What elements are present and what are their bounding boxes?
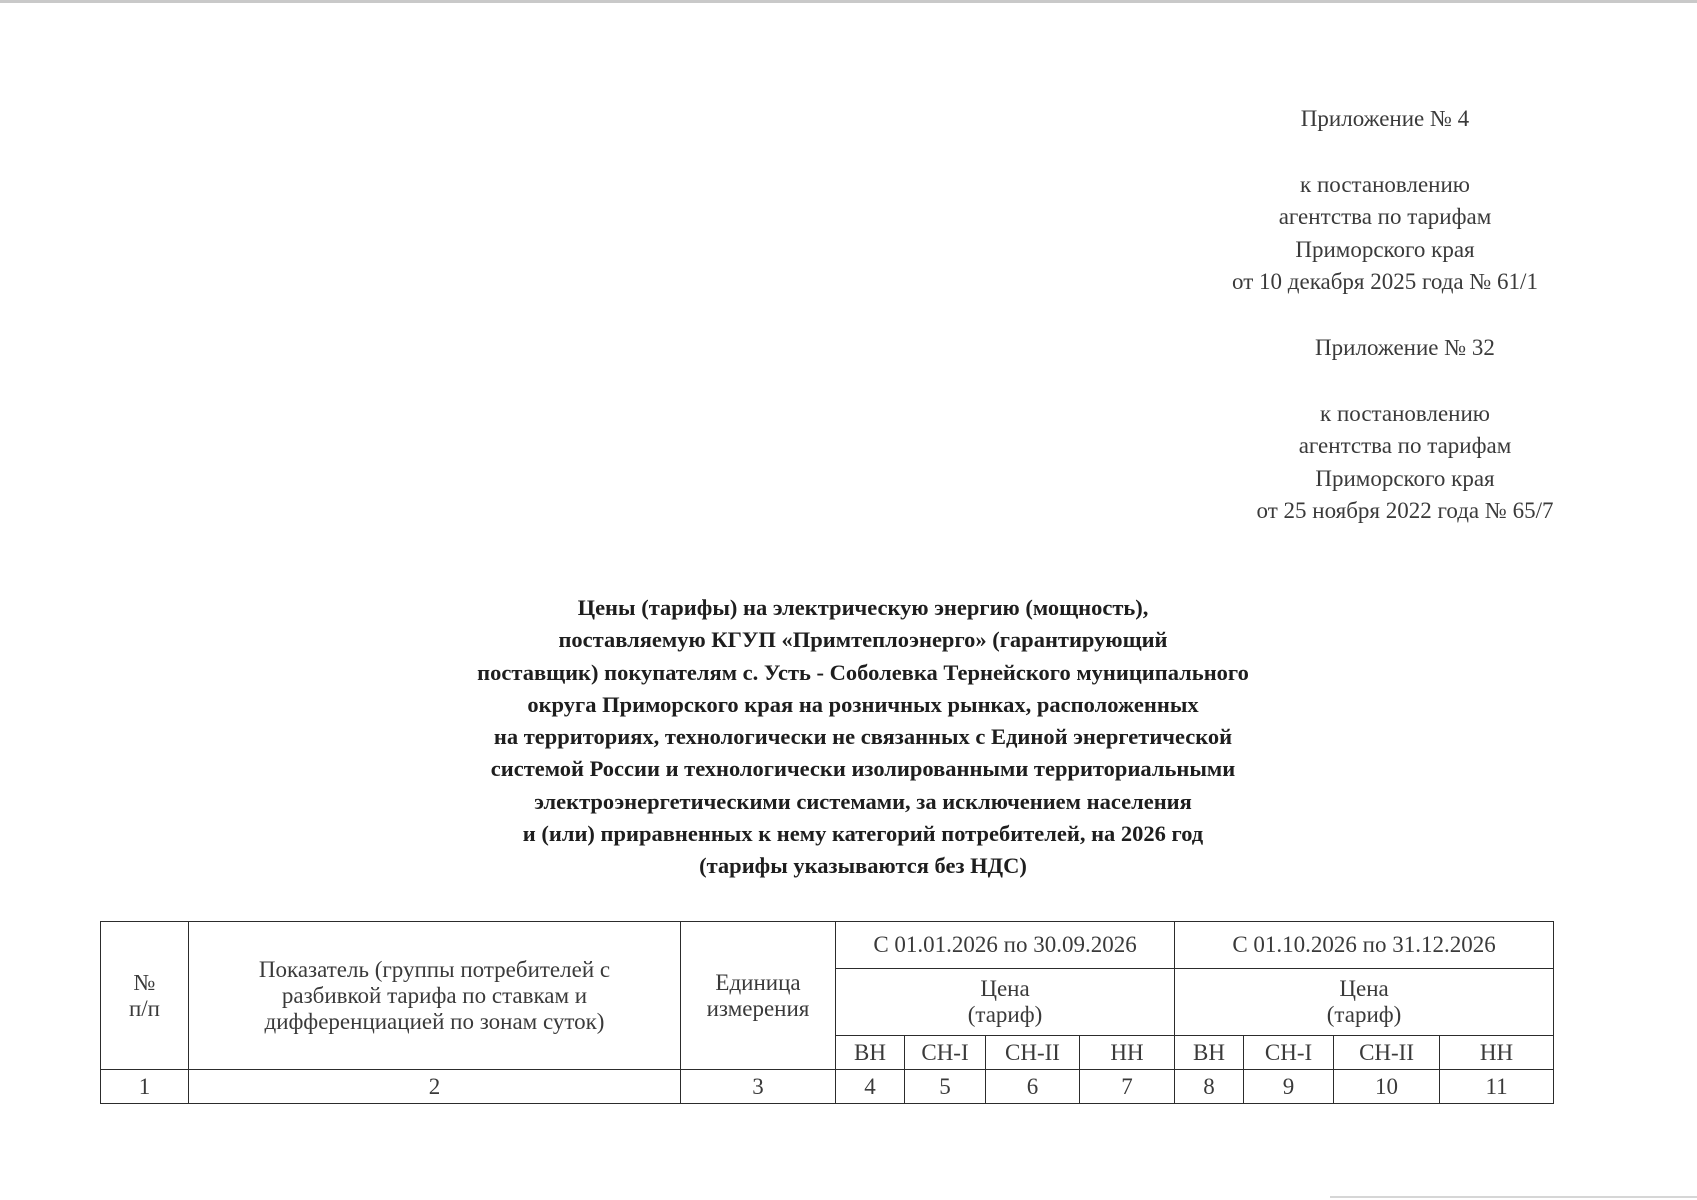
header-price-1 [836, 969, 1175, 1036]
column-index-cell: 9 [1244, 1070, 1334, 1104]
header-voltage-level: СН-II [986, 1036, 1080, 1070]
appendix-current-line: от 10 декабря 2025 года № 61/1 [1232, 269, 1538, 294]
document-title-line: электроэнергетическими системами, за исключением населения [534, 788, 1192, 814]
header-indicator [189, 922, 681, 1070]
header-voltage-level: ВН [1175, 1036, 1244, 1070]
document-title-line: системой России и технологически изолированными территориальными [490, 756, 1236, 782]
document-title-line: округа Приморского края на розничных рынках, расположенных [527, 691, 1199, 717]
column-index-cell: 3 [681, 1070, 836, 1104]
header-voltage-level: НН [1440, 1036, 1554, 1070]
header-indicator-line: Показатель (группы потребителей с [258, 956, 611, 982]
table-row [101, 1070, 1554, 1104]
appendix-current [1135, 103, 1635, 299]
document-title-line: поставщик) покупателям с. Усть - Соболевка Тернейского муниципального [477, 659, 1249, 685]
header-period-1: С 01.01.2026 по 30.09.2026 [836, 922, 1175, 969]
header-number-line: п/п [128, 995, 160, 1021]
table-header-row [101, 922, 1554, 969]
header-price-line: (тариф) [967, 1002, 1043, 1027]
header-voltage-level: СН-II [1334, 1036, 1440, 1070]
column-index-cell: 6 [986, 1070, 1080, 1104]
column-index-cell: 5 [905, 1070, 986, 1104]
appendix-original-line: Приморского края [1315, 465, 1495, 491]
header-indicator-line: дифференциацией по зонам суток) [264, 1008, 605, 1034]
header-unit-line: измерения [706, 995, 810, 1021]
column-index-cell: 10 [1334, 1070, 1440, 1104]
header-price-line: Цена [1339, 976, 1389, 1001]
document-title-line: (тарифы указываются без НДС) [699, 853, 1027, 879]
column-index-cell: 2 [189, 1070, 681, 1104]
header-voltage-level: ВН [836, 1036, 905, 1070]
appendix-current-line: Приморского края [1295, 236, 1475, 262]
appendix-original-title: Приложение № 32 [1315, 335, 1495, 360]
appendix-original-line: агентства по тарифам [1298, 433, 1512, 458]
header-period-2: С 01.10.2026 по 31.12.2026 [1175, 922, 1554, 969]
header-number-line: № [133, 969, 156, 995]
scan-bottom-edge [1330, 1196, 1697, 1198]
column-index-cell: 7 [1080, 1070, 1175, 1104]
header-unit-line: Единица [715, 969, 801, 995]
column-index-cell: 1 [101, 1070, 189, 1104]
document-title-line: Цены (тарифы) на электрическую энергию (мощность), [577, 595, 1149, 620]
appendix-original-line: от 25 ноября 2022 года № 65/7 [1256, 498, 1554, 523]
header-number [101, 922, 189, 1070]
header-voltage-level: СН-I [905, 1036, 986, 1070]
header-voltage-level: НН [1080, 1036, 1175, 1070]
appendix-current-title: Приложение № 4 [1300, 106, 1470, 131]
column-index-cell: 11 [1440, 1070, 1554, 1104]
document-title [330, 592, 1396, 883]
header-price-2 [1175, 969, 1554, 1036]
header-indicator-line: разбивкой тарифа по ставкам и [281, 982, 588, 1008]
document-title-line: на территориях, технологически не связанных с Единой энергетической [493, 724, 1233, 750]
column-index-cell: 8 [1175, 1070, 1244, 1104]
header-unit [681, 922, 836, 1070]
header-price-line: (тариф) [1326, 1002, 1402, 1027]
header-voltage-level: СН-I [1244, 1036, 1334, 1070]
appendix-current-line: к постановлению [1300, 171, 1470, 197]
header-price-line: Цена [980, 976, 1030, 1001]
appendix-current-line: агентства по тарифам [1278, 204, 1492, 229]
document-title-line: поставляемую КГУП «Примтеплоэнерго» (гарантирующий [558, 627, 1168, 653]
appendix-original-line: к постановлению [1320, 400, 1490, 426]
appendix-original [1155, 332, 1655, 528]
column-index-cell: 4 [836, 1070, 905, 1104]
tariff-table [100, 921, 1554, 1104]
scan-top-border [0, 0, 1697, 3]
document-title-line: и (или) приравненных к нему категорий потребителей, на 2026 год [522, 821, 1204, 847]
